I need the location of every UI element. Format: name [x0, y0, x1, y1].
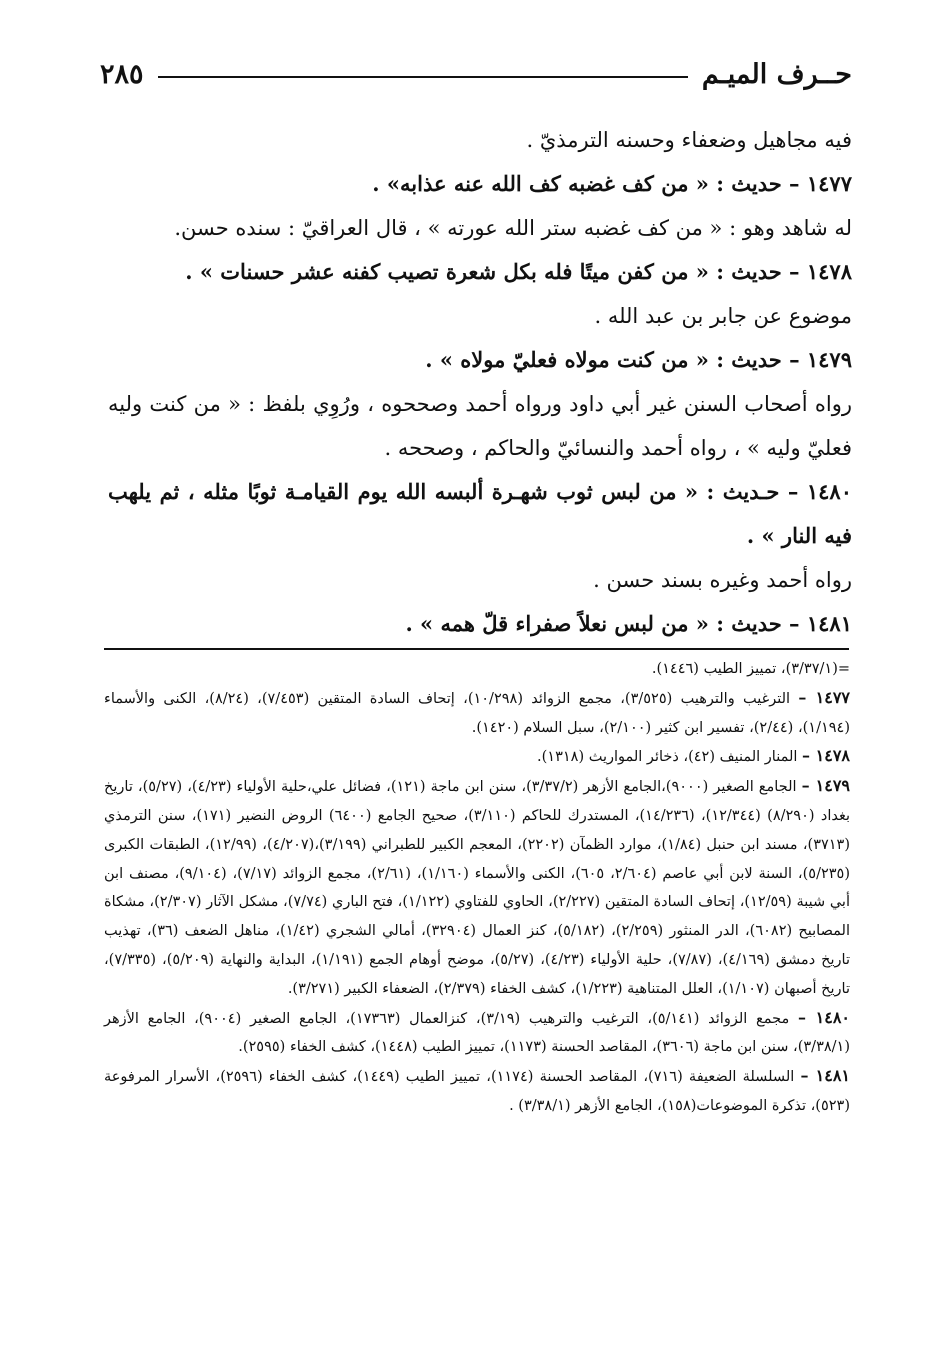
- running-title: حــرف الميـم: [701, 58, 852, 90]
- footnote-text: السلسلة الضعيفة (٧١٦)، المقاصد الحسنة (١١٧٤)، تمييز الطيب (١٤٤٩)، كشف الخفاء (٢٥٩٦)، الأسرار المرفوعة (٥٢٣)، تذكرة الموضوعات(١٥٨)، الجامع الأزهر (٣/٣٨/١) .: [104, 1069, 850, 1114]
- footnote-text: الترغيب والترهيب (٣/٥٢٥)، مجمع الزوائد (١٠/٢٩٨)، إتحاف السادة المتقين (٧/٤٥٣)، (٨/٢٤)، الكنى والأسماء (١/١٩٤)، (٢/٤٤)، تفسير ابن كثير (٢/١٠٠)، سبل السلام (١٤٢٠).: [104, 690, 850, 736]
- commentary-line: فيه مجاهيل وضعفاء وحسنه الترمذيّ .: [526, 128, 852, 152]
- footnote: [104, 1004, 850, 1063]
- footnote: [104, 742, 850, 772]
- footnote-text: المنار المنيف (٤٢)، ذخائر المواريث (١٣١٨).: [537, 749, 798, 766]
- commentary-line: موضوع عن جابر بن عبد الله .: [594, 304, 852, 328]
- commentary-line: له شاهد وهو : « من كف غضبه ستر الله عورته » ، قال العراقيّ : سنده حسن.: [174, 216, 852, 240]
- main-text: [108, 118, 852, 646]
- footnote: [104, 1062, 850, 1121]
- footnote-separator: [104, 648, 849, 650]
- hadith-entry: ١٤٨١ – حديث : « من لبس نعلاً صفراء قلّ همه » .: [405, 611, 852, 636]
- hadith-entry: ١٤٧٩ – حديث : « من كنت مولاه فعليّ مولاه » .: [425, 347, 852, 372]
- page-header: [100, 52, 852, 96]
- commentary-line: رواه أحمد وغيره بسند حسن .: [593, 568, 852, 592]
- hadith-entry: ١٤٧٨ – حديث : « من كفن ميتًا فله بكل شعرة تصيب كفنه عشر حسنات » .: [185, 259, 852, 284]
- footnote-number: ١٤٧٩ –: [801, 776, 850, 796]
- footnote: [104, 772, 850, 1003]
- hadith-entry: ١٤٧٧ – حديث : « من كف غضبه كف الله عنه عذابه» .: [372, 171, 852, 196]
- footnote-number: ١٤٨٠ –: [797, 1007, 850, 1027]
- header-rule: [158, 76, 688, 78]
- footnote-continuation: [104, 655, 850, 684]
- page-number: ٢٨٥: [100, 58, 144, 90]
- footnote-text: مجمع الزوائد (٥/١٤١)، الترغيب والترهيب (٣/١٩)، كنزالعمال (١٧٣٦٣)، الجامع الصغير (٩٠٠٤)، الجامع الأزهر (٣/٣٨/١)، سنن ابن ماجة (٣٦٠٦)، المقاصد الحسنة (١١٧٣)، تمييز الطيب (١٤٤٨)، كشف الخفاء (٢٥٩٥).: [104, 1010, 850, 1056]
- footnotes: [104, 655, 850, 1121]
- footnote-text: الجامع الصغير (٩٠٠٠)،الجامع الأزهر (٣/٣٧/٢)، سنن ابن ماجة (١٢١)، فضائل علي،حلية الأولياء (٤/٢٣)، (٥/٢٧)، تاريخ بغداد (٨/٢٩٠) (١٢/٣٤٤)، (١٤/٢٣٦)، المستدرك للحاكم (٣/١١٠)، صحيح الجامع (٦٤٠٠) الروض النضير (١٧١)، سنن الترمذي (٣٧١٣)، مسند ابن حنبل (١/٨٤)، موارد الظمآن (٢٢٠٢)، المعجم الكبير للطبراني (٣/١٩٩)،(٤/٢٠٧)، (١٢/٩٩)، الطبقات الكبرى (٥/٢٣٥)، السنة لابن أبي عاصم (٢/٦٠٤، ٦٠٥)، الكنى والأسماء (١/١٦٠)، (٢/٦١)، مجمع الزوائد (٧/١٧)، (٩/١٠٤)، مصنف ابن أبي شيبة (١٢/٥٩)، إتحاف السادة المتقين (٢/٢٢٧)، الحاوي للفتاوي (١/١٢٢)، فتح الباري (٧/٧٤)، مشكل الآثار (٢/٣٠٧)، مشكاة المصابيح (٦٠٨٢)، الدر المنثور (٢/٢٥٩)، (٥/١٨٢)، كنز العمال (٣٢٩٠٤)، أمالي الشجري (١/٤٢)، مناهل الضعف (٣٦)، تهذيب تاريخ دمشق (٤/١٦٩)، (٧/٨٧)، حلية الأولياء (٤/٢٣)، (٥/٢٧)، موضح أوهام الجمع (١/١٩١)، البداية والنهاية (٥/٢٠٩)، (٧/٣٣٥)، تاريخ أصبهان (١/١٠٧)، العلل المتناهية (١/٢٢٣)، كشف الخفاء (٢/٣٧٩)، الضعفاء الكبير (٣/٢٧١).: [104, 779, 851, 997]
- footnote: [104, 684, 850, 743]
- footnote-text: =(٣/٣٧/١)، تمييز الطيب (١٤٤٦).: [651, 661, 850, 677]
- commentary-line: رواه أصحاب السنن غير أبي داود ورواه أحمد وصححوه ، ورُوِي بلفظ : « من كنت وليه فعليّ وليه » ، رواه أحمد والنسائيّ والحاكم ، وصححه .: [108, 392, 852, 460]
- footnote-number: ١٤٨١ –: [800, 1066, 851, 1086]
- hadith-entry: ١٤٨٠ – حـديث : « من لبس ثوب شهـرة ألبسه الله يوم القيامـة ثوبًا مثله ، ثم يلهب فيه النار » .: [108, 479, 852, 548]
- footnote-number: ١٤٧٨ –: [802, 746, 850, 766]
- footnote-number: ١٤٧٧ –: [798, 687, 850, 707]
